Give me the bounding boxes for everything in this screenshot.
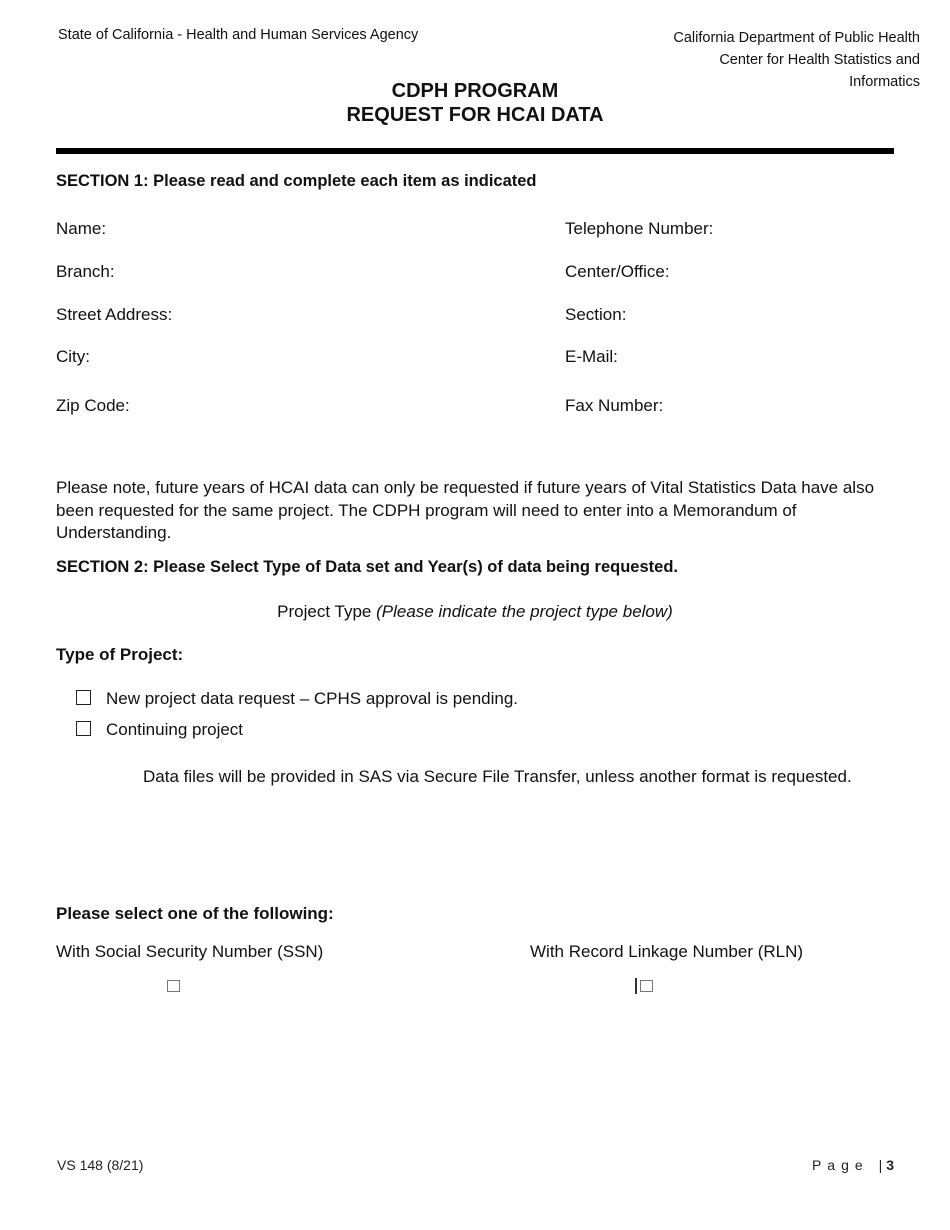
title-divider bbox=[56, 148, 894, 154]
form-id: VS 148 (8/21) bbox=[57, 1157, 144, 1173]
type-of-project-label: Type of Project: bbox=[56, 645, 184, 664]
form-title bbox=[0, 79, 950, 127]
page-word: Page bbox=[811, 1157, 869, 1173]
fax-field-label[interactable]: Fax Number: bbox=[565, 396, 664, 415]
selection-heading: Please select one of the following: bbox=[56, 904, 334, 923]
page-number: 3 bbox=[886, 1157, 894, 1173]
department-line-3: Informatics bbox=[849, 74, 920, 90]
section-2-heading: SECTION 2: Please Select Type of Data set and Year(s) of data being requested. bbox=[56, 558, 678, 576]
section-1-heading: SECTION 1: Please read and complete each item as indicated bbox=[56, 172, 537, 190]
city-field-label[interactable]: City: bbox=[56, 347, 90, 366]
department-line-1: California Department of Public Health bbox=[673, 30, 920, 46]
future-years-note: Please note, future years of HCAI data can only be requested if future years of Vital Statistics Data have also been requested for the same project. The CDPH program will need to enter into a Memorandum of Understanding. bbox=[56, 478, 875, 542]
name-field-label[interactable]: Name: bbox=[56, 219, 107, 238]
zip-code-field-label[interactable]: Zip Code: bbox=[56, 396, 130, 415]
project-type-hint: (Please indicate the project type below) bbox=[376, 602, 673, 621]
new-project-checkbox[interactable] bbox=[76, 690, 91, 705]
new-project-option-label: New project data request – CPHS approval is pending. bbox=[106, 689, 519, 708]
ssn-option-label: With Social Security Number (SSN) bbox=[56, 942, 324, 961]
page-separator: | bbox=[878, 1157, 883, 1173]
data-files-note: Data files will be provided in SAS via Secure File Transfer, unless another format is requested. bbox=[143, 767, 852, 786]
agency-name: State of California - Health and Human Services Agency bbox=[58, 27, 419, 43]
center-office-field-label[interactable]: Center/Office: bbox=[565, 262, 670, 281]
form-title-line-1: CDPH PROGRAM bbox=[391, 80, 559, 102]
telephone-field-label[interactable]: Telephone Number: bbox=[565, 219, 714, 238]
street-address-field-label[interactable]: Street Address: bbox=[56, 305, 173, 324]
rln-option-label: With Record Linkage Number (RLN) bbox=[530, 942, 804, 961]
project-type-line bbox=[0, 602, 950, 622]
project-type-label: Project Type bbox=[277, 602, 372, 621]
form-title-line-2: REQUEST FOR HCAI DATA bbox=[346, 104, 604, 126]
ssn-checkbox[interactable] bbox=[167, 980, 180, 992]
rln-checkbox[interactable] bbox=[640, 980, 653, 992]
continuing-project-option-label: Continuing project bbox=[106, 720, 244, 739]
section-field-label[interactable]: Section: bbox=[565, 305, 627, 324]
page-indicator bbox=[812, 1157, 894, 1173]
continuing-project-checkbox[interactable] bbox=[76, 721, 91, 736]
text-cursor bbox=[635, 978, 637, 994]
branch-field-label[interactable]: Branch: bbox=[56, 262, 115, 281]
email-field-label[interactable]: E-Mail: bbox=[565, 347, 618, 366]
department-line-2: Center for Health Statistics and bbox=[719, 52, 920, 68]
